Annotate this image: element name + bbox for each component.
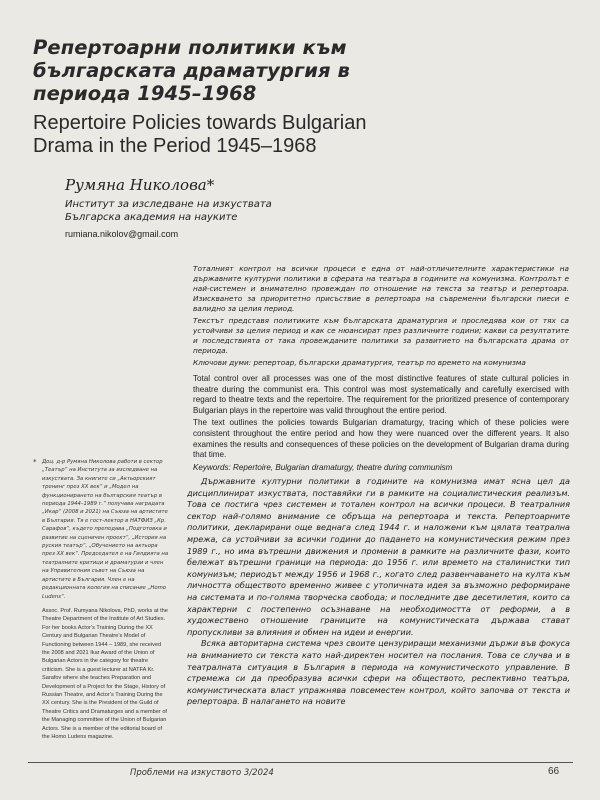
page-number: 66 <box>548 766 560 777</box>
keywords-bg <box>193 358 569 368</box>
keywords-en-values: Repertoire, Bulgarian dramaturgy, theatre during communism <box>233 462 453 472</box>
title-bg-line: българската драматургия в <box>33 59 350 82</box>
footnote-en: Assoc. Prof. Rumyana Nikolova, PhD, works at the Theatre Department of the Institute of Art Studies. For her books Actor’s Training During the XX Century and Bulgarian Theatre’s Model of Functioning between 1944 – 1989, she received the 2008 and 2021 Ikar Award of the Union of Bulgarian Actors in the category for theatre criticism. She is a guest lecturer at NATFA Kr. Sarafov where she teaches Preparation and Development of a Project for the Stage, History of Russian Theatre, and Actor’s Training During the XX century. She is the President of the Guild of Theatre Critics and Dramaturges and a member of the Managing committee of the Union of Bulgarian Actors. She is a member of the editorial board of the Homo Ludens magazine. <box>42 607 168 740</box>
footnote-marker: * <box>33 458 37 466</box>
title-bg-line: периода 1945–1968 <box>33 82 257 105</box>
title-en-line: Repertoire Policies towards Bulgarian <box>33 112 367 134</box>
body-paragraph: Всяка авторитарна система чрез своите цензуриращи механизми държи във фокуса на вниманието си текста като най-директен носител на послания. Това се случва и в театралната ситуация в България в периода на комунистическото управление. В стремежа си да преобразува всички сфери на обществото, респективно театъра, комунистическата власт упражнява повсеместен контрол, който започва от текста и репертоара. В налагането на новите <box>187 638 570 707</box>
keywords-bg-values: репертоар, български драматургия, театър по времето на комунизма <box>253 358 526 367</box>
author-affiliation <box>65 198 272 224</box>
affiliation-line: Институт за изследване на изкуствата <box>65 199 272 210</box>
keywords-en-label: Keywords: <box>193 462 231 472</box>
footer-divider <box>28 762 573 763</box>
abstract-en-paragraph: The text outlines the policies towards Bulgarian dramaturgy, tracing which of these policies were consistent throughout the entire period and how they were nuanced over the different years. It also examines the results and consequences of these policies on the development of Bulgarian drama during that time. <box>193 418 569 460</box>
affiliation-line: Българска академия на науките <box>65 212 238 223</box>
body-paragraph: Държавните културни политики в годините на комунизма имат ясна цел да дисциплинират изкуствата, поставяйки ги в рамките на социалистическия реализъм. Това се постига чрез системен и тотален контрол на всички процеси. В театралния сектор най-голямо внимание се обръща на репертоара и текста. Репертоарните политики, декларирани още веднага след 1944 г. и наложени към цялата театрална мрежа, са устойчиви за всички години до падането на комунистическия режим през 1989 г., но има вътрешни движения и промени в рамките на различните фази, които бележат вътрешни граници на периода: до 1956 г. или времето на сталинистки тип комунизъм; периодът между 1956 и 1968 г., когато след развенчаването на култа към личността обществото временно живее с утопичната идея за възможно реформиране на системата и по-голяма творческа свобода; и последните две десетилетия, които са характерни с постепенно осъзнаване на необходимостта от реформи, а в художествено отношение границите на комунистическата държава стават пропускливи за влияния и обмен на идеи и енергии. <box>187 476 570 637</box>
article-title-bg <box>33 36 363 105</box>
author-name: Румяна Николова* <box>65 176 215 194</box>
article-body <box>187 476 570 762</box>
footnote-bg: Доц. д-р Румяна Николова работи в сектор „Театър“ на Института за изследване на изкуствата. За книгите си „Актьорският тренинг през ХХ век“ и „Модел на функционирането на българския театър в периода 1944–1989 г.“ получава наградата „Икар“ (2008 и 2021) на Съюза на артистите в България. Тя е гост-лектор в НАТФИЗ „Кр. Сарафов“, където преподава „Подготовка и развитие на сценичен проект“, „История на руския театър“, „Обучението на актьора през ХХ век“. Председател е на Гилдията на театралните критици и драматурзи и член на Управителния съвет на Съюза на артистите в България. Член е на редакционната колегия на списание „Homo Ludens“. <box>42 459 169 600</box>
author-email[interactable]: rumiana.nikolov@gmail.com <box>65 229 179 239</box>
title-en-line: Drama in the Period 1945–1968 <box>33 135 317 157</box>
abstract-bg-paragraph: Текстът представя политиките към българската драматургия и проследява кои от тях са устойчиви за целия период и как се нюансират през различните години; какви са резултатите и последствията от така провежданите политики за развитието на българската драма от периода. <box>193 316 569 355</box>
abstract-bg <box>193 264 569 370</box>
journal-name: Проблеми на изкуството 3/2024 <box>130 768 274 778</box>
article-title-en <box>33 112 453 158</box>
keywords-en <box>193 463 569 474</box>
abstract-en <box>193 374 569 475</box>
abstract-bg-paragraph: Тоталният контрол на всички процеси е една от най-отличителните характеристики на държавните културни политики в сферата на театъра в годините на комунизма. Контролът е най-системен и внимателно провеждан по отношение на текста за театър и репертоара. Изискването за приоритетно присъствие в репертоара на съвременни български пиеси е валидно за целия период. <box>193 264 569 313</box>
abstract-en-paragraph: Total control over all processes was one of the most distinctive features of state cultural policies in theatre during the communist era. This control was most systematically and carefully exercised with regard to theatre texts and the repertoire. The requirement for the prioritized presence of contemporary Bulgarian plays in the repertoire was valid throughout the entire period. <box>193 374 569 415</box>
keywords-bg-label: Ключови думи: <box>193 358 252 367</box>
title-bg-line: Репертоарни политики към <box>33 36 347 59</box>
author-footnote <box>42 458 170 747</box>
